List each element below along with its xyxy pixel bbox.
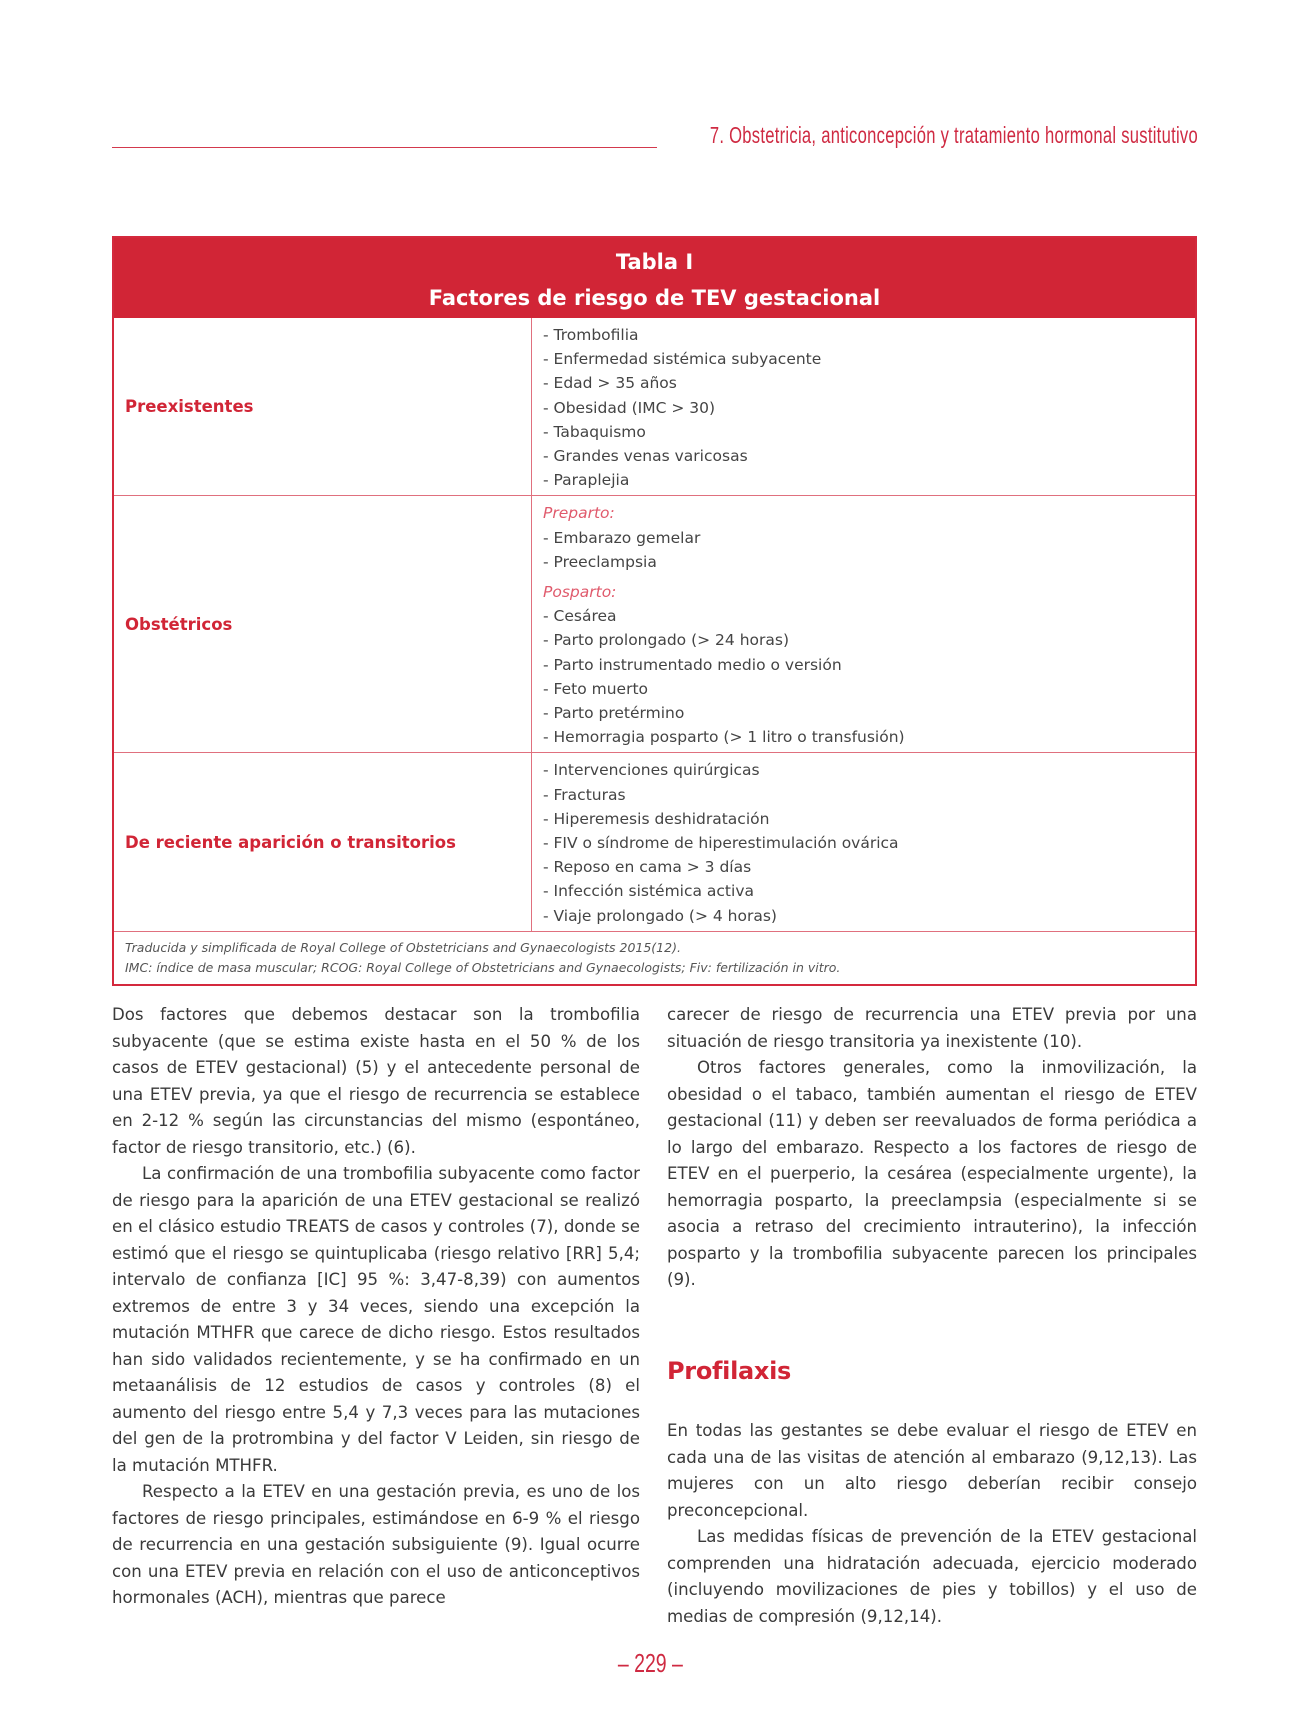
header-rule bbox=[112, 147, 657, 149]
risk-factors-table bbox=[112, 236, 1197, 986]
list-item: - Enfermedad sistémica subyacente bbox=[543, 350, 822, 369]
list-item: - Reposo en cama > 3 días bbox=[543, 858, 752, 877]
paragraph: En todas las gestantes se debe evaluar el riesgo de ETEV en cada una de las visitas de atención al embarazo (9,12,13). Las mujeres con un alto riesgo deberían recibir consejo preconcepcional. bbox=[667, 1421, 1197, 1520]
paragraph: Las medidas físicas de prevención de la ETEV gestacional comprenden una hidratación adecuada, ejercicio moderado (incluyendo movilizaciones de pies y tobillos) y el uso de medias de compresión (9,12,14). bbox=[667, 1527, 1197, 1626]
list-item: - Hemorragia posparto (> 1 litro o transfusión) bbox=[543, 728, 905, 747]
list-item: - Obesidad (IMC > 30) bbox=[543, 398, 716, 417]
table-row bbox=[114, 495, 1195, 752]
list-item: - Preeclampsia bbox=[543, 552, 657, 571]
list-item: - Parto pretérmino bbox=[543, 704, 685, 723]
page-number-text: – 229 – bbox=[617, 1648, 683, 1678]
list-item: - Cesárea bbox=[543, 607, 617, 626]
page-number bbox=[0, 1648, 1300, 1679]
table-header bbox=[114, 238, 1195, 318]
list-item: - Parto instrumentado medio o versión bbox=[543, 655, 842, 674]
paragraph: La confirmación de una trombofilia subyacente como factor de riesgo para la aparición de una ETEV gestacional se realizó en el clásico estudio TREATS de casos y controles (7), donde se estimó que el riesgo se quintuplicaba (riesgo relativo [RR] 5,4; intervalo de confianza [IC] 95 %: 3,47-8,39) con aumentos extremos de entre 3 y 34 veces, siendo una excepción la mutación MTHFR que carece de dicho riesgo. Estos resultados han sido validados recientemente, y se ha confirmado en un metaanálisis de 12 estudios de casos y controles (8) el aumento del riesgo entre 5,4 y 7,3 veces para las mutaciones del gen de la protrombina y del factor V Leiden, sin riesgo de la mutación MTHFR. bbox=[112, 1164, 640, 1475]
subgroup-label: Preparto: bbox=[543, 504, 615, 523]
category-cell: Obstétricos bbox=[114, 496, 532, 752]
list-item: - Viaje prolongado (> 4 horas) bbox=[543, 906, 777, 925]
section-heading: Profilaxis bbox=[667, 1356, 791, 1385]
paragraph: Otros factores generales, como la inmovilización, la obesidad o el tabaco, también aumentan el riesgo de ETEV gestacional (11) y deben ser reevaluados de forma periódica a lo largo del embarazo. Respecto a los factores de riesgo de ETEV en el puerperio, la cesárea (especialmente urgente), la hemorragia posparto, la preeclampsia (especialmente si se asocia a retraso del crecimiento intrauterino), la infección posparto y la trombofilia subyacente parecen los principales (9). bbox=[667, 1058, 1197, 1289]
footnote-source: Traducida y simplificada de Royal College of Obstetricians and Gynaecologists 2015(12). bbox=[125, 939, 681, 955]
list-item: - Edad > 35 años bbox=[543, 374, 677, 393]
items-cell bbox=[532, 318, 1195, 495]
table-label: Tabla I bbox=[615, 250, 694, 274]
table-footnote bbox=[114, 931, 1195, 984]
table-row bbox=[114, 318, 1195, 495]
items-cell bbox=[532, 496, 1195, 752]
table-body bbox=[114, 318, 1195, 931]
list-item: - Hiperemesis deshidratación bbox=[543, 809, 770, 828]
list-item: - Intervenciones quirúrgicas bbox=[543, 761, 760, 780]
paragraph: carecer de riesgo de recurrencia una ETEV previa por una situación de riesgo transitoria ya inexistente (10). bbox=[667, 1005, 1197, 1051]
list-item: - Parto prolongado (> 24 horas) bbox=[543, 631, 789, 650]
table-title: Factores de riesgo de TEV gestacional bbox=[428, 286, 881, 310]
list-item: - Fracturas bbox=[543, 785, 626, 804]
list-item: - Infección sistémica activa bbox=[543, 882, 754, 901]
body-column-left bbox=[112, 1002, 640, 1612]
category-cell: Preexistentes bbox=[114, 318, 532, 495]
paragraph: Dos factores que debemos destacar son la trombofilia subyacente (que se estima existe hasta en el 50 % de los casos de ETEV gestacional) (5) y el antecedente personal de una ETEV previa, ya que el riesgo de recurrencia se establece en 2-12 % según las circunstancias del mismo (espontáneo, factor de riesgo transitorio, etc.) (6). bbox=[112, 1005, 640, 1157]
category-cell: De reciente aparición o transitorios bbox=[114, 753, 532, 930]
list-item: - Paraplejia bbox=[543, 471, 630, 490]
subgroup-label: Posparto: bbox=[543, 583, 617, 602]
list-item: - Tabaquismo bbox=[543, 422, 646, 441]
table-row bbox=[114, 752, 1195, 930]
list-item: - FIV o síndrome de hiperestimulación ovárica bbox=[543, 834, 899, 853]
chapter-title: 7. Obstetricia, anticoncepción y tratamiento hormonal sustitutivo bbox=[709, 122, 1198, 148]
list-item: - Feto muerto bbox=[543, 679, 649, 698]
list-item: - Embarazo gemelar bbox=[543, 528, 701, 547]
running-header bbox=[112, 118, 1198, 154]
body-column-right bbox=[667, 1002, 1197, 1630]
footnote-abbreviations: IMC: índice de masa muscular; RCOG: Royal College of Obstetricians and Gynaecologists; Fiv: fertilización in vitro. bbox=[125, 959, 841, 975]
paragraph: Respecto a la ETEV en una gestación previa, es uno de los factores de riesgo principales, estimándose en 6-9 % el riesgo de recurrencia en una gestación subsiguiente (9). Igual ocurre con una ETEV previa en relación con el uso de anticonceptivos hormonales (ACH), mientras que parece bbox=[112, 1482, 640, 1607]
items-cell bbox=[532, 753, 1195, 930]
list-item: - Grandes venas varicosas bbox=[543, 447, 748, 466]
list-item: - Trombofilia bbox=[543, 326, 639, 344]
